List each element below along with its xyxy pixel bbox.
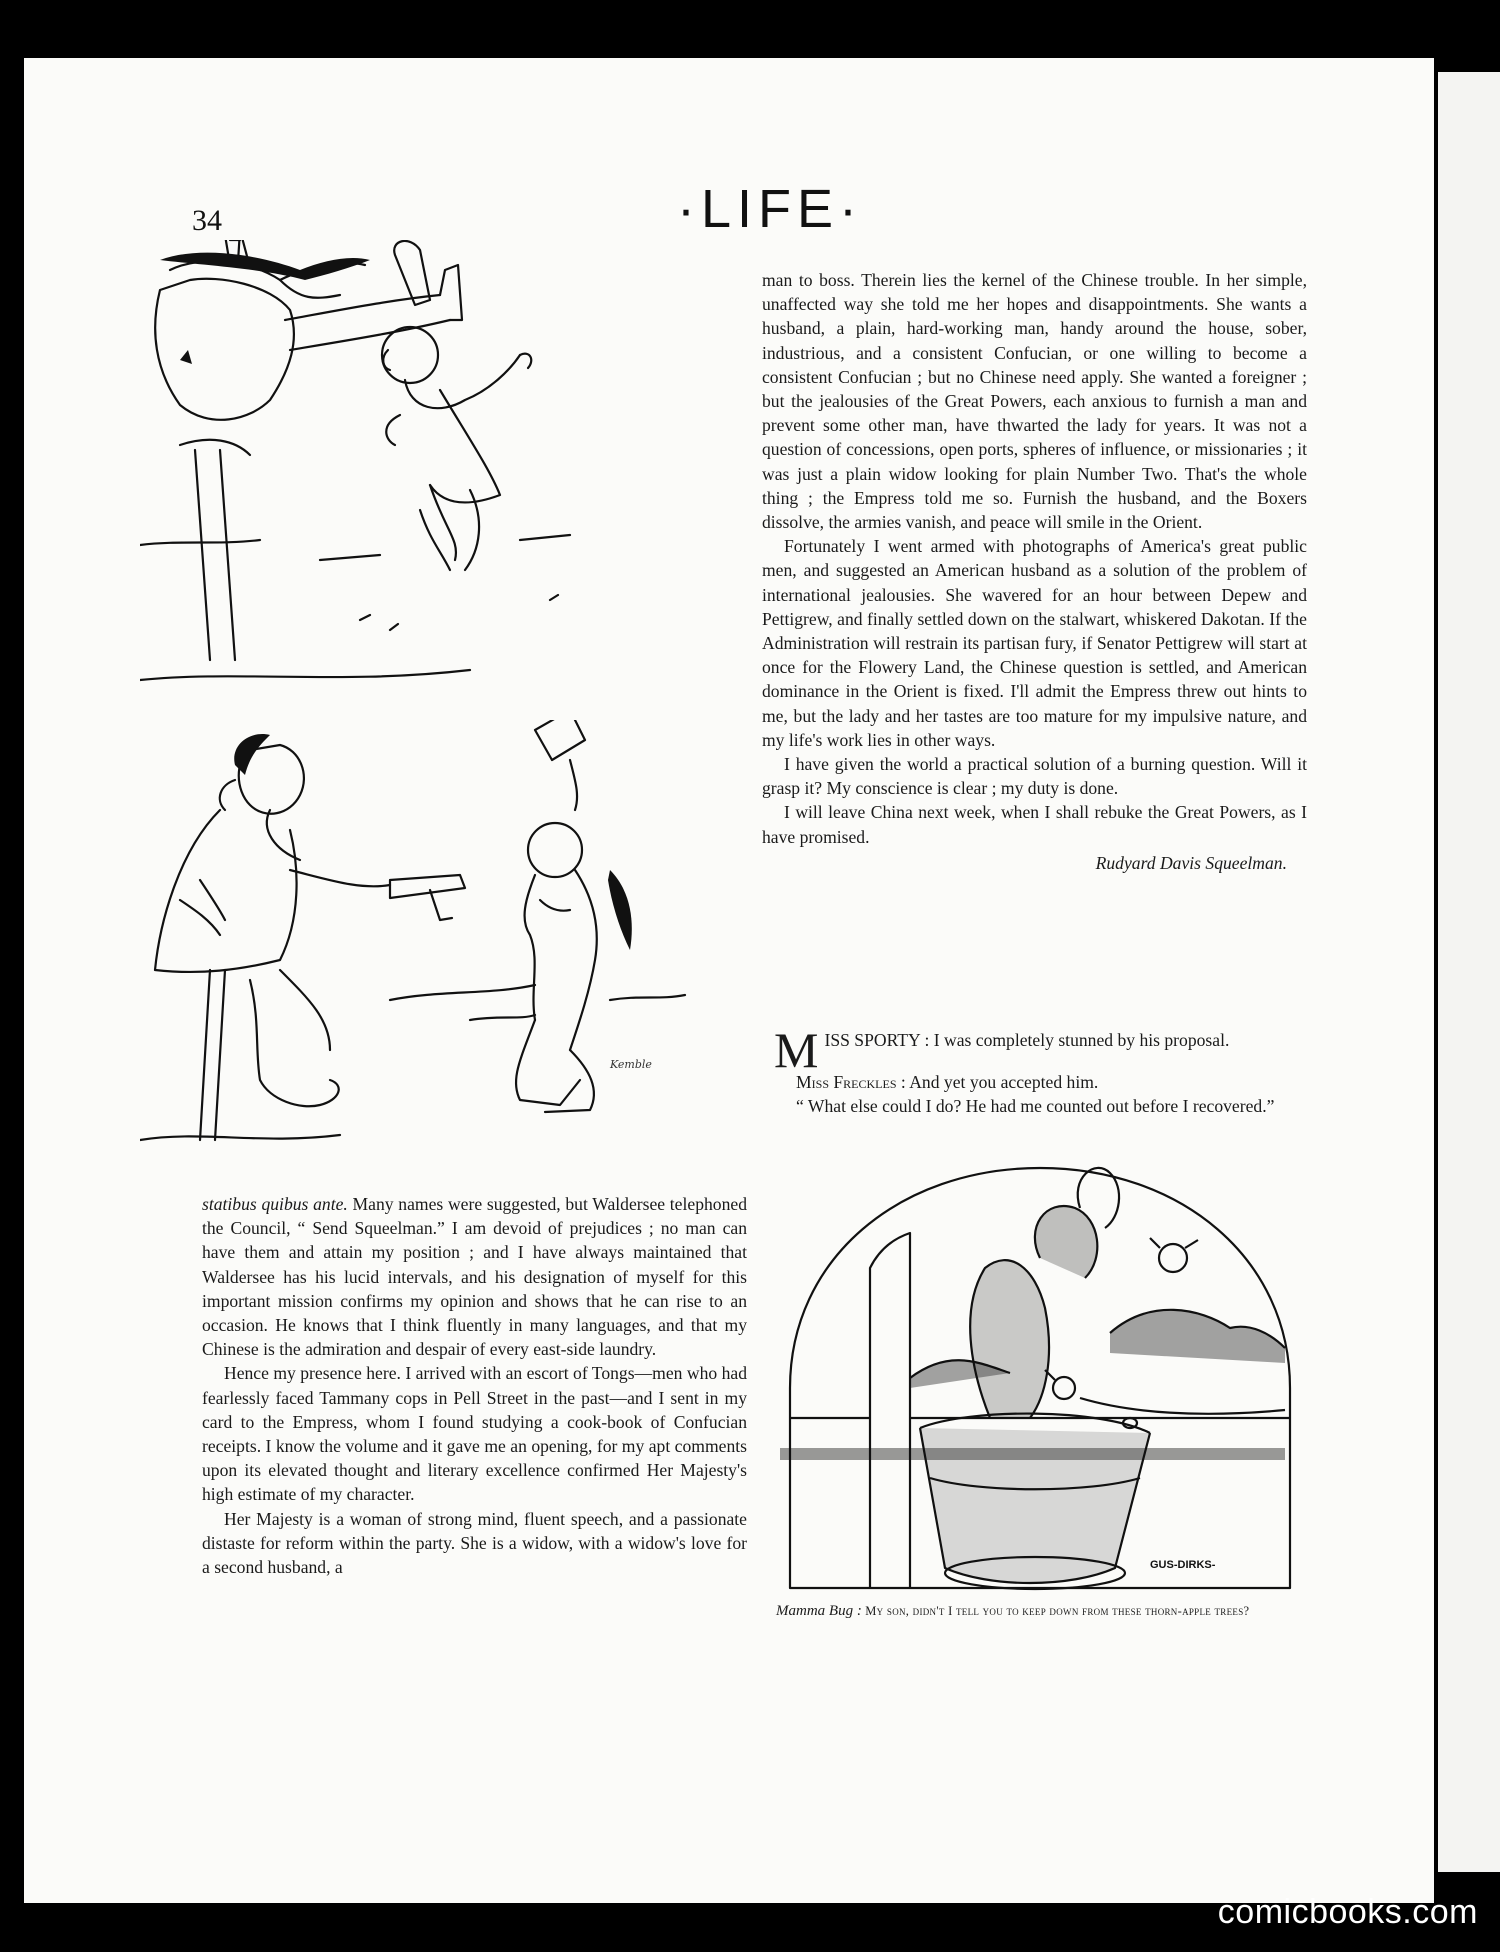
article-right-column bbox=[762, 268, 1307, 875]
drop-cap: M bbox=[774, 1022, 819, 1078]
author-signature: Rudyard Davis Squeelman. bbox=[1095, 852, 1287, 873]
kicking-illustration bbox=[140, 240, 700, 710]
dialogue-joke bbox=[774, 1022, 1307, 1118]
article-paragraph: Fortunately I went armed with photographs of America's great public men, and suggested an American husband as a solution of the problem of international jealousies. She wavered for an hour between Depew and Pettigrew, and finally settled down on the stalwart, whiskered Dakotan. If the Administration will restrain its partisan fury, if Senator Pettigrew will start at once for the Flowery Land, the Chinese question is settled, and American dominance in the Orient is fixed. I'll admit the Empress threw out hints to me, but the lady and her tastes are too mature for my impulsive nature, and my life's work lies in other ways. bbox=[762, 536, 1307, 750]
dialogue-line: : I was completely stunned by his proposal. bbox=[920, 1030, 1230, 1050]
dialogue-line: “ What else could I do? He had me counted out before I recovered.” bbox=[796, 1096, 1275, 1116]
cartoon-caption bbox=[776, 1602, 1306, 1621]
speaker-name: Miss Freckles bbox=[796, 1072, 897, 1092]
cartoon-artist-signature: GUS-DIRKS- bbox=[1150, 1559, 1216, 1571]
article-paragraph: Her Majesty is a woman of strong mind, fluent speech, and a passionate distaste for reform within the party. She is a widow, with a widow's love for a second husband, a bbox=[202, 1508, 747, 1578]
caption-speaker: Mamma Bug : bbox=[776, 1603, 862, 1619]
adjacent-page-edge bbox=[1438, 72, 1500, 1872]
article-paragraph: Many names were suggested, but Waldersee telephoned the Council, “ Send Squeelman.” I am devoid of prejudices ; no man can have them and attain my position ; and I have always maintained that Waldersee has his lucid intervals, and his designation of myself for this important mission confirms my opinion and shows that he can rise to an occasion. He knows that I think fluently in many languages, and that my Chinese is the admiration and despair of every east-side laundry. bbox=[202, 1194, 747, 1360]
article-left-column bbox=[202, 1192, 747, 1579]
speaker-name: ISS SPORTY bbox=[824, 1030, 921, 1050]
article-paragraph: I have given the world a practical solution of a burning question. Will it grasp it? My conscience is clear ; my duty is done. bbox=[762, 754, 1307, 799]
site-watermark: comicbooks.com bbox=[1217, 1893, 1478, 1931]
pistol-illustration bbox=[140, 720, 710, 1160]
article-paragraph: man to boss. Therein lies the kernel of the Chinese trouble. In her simple, unaffected way she told me her hopes and disappointments. She wants a husband, a plain, hard-working man, handy around the house, sober, industrious, and a consistent Confucian, or one willing to become a consistent Confucian ; but no Chinese need apply. She wanted a foreigner ; but the jealousies of the Great Powers, each anxious to furnish a man and prevent some other man, have thwarted the lady for years. It was not a question of concessions, open ports, spheres of influence, or missionaries ; it was just a plain widow looking for plain Number Two. That's the whole thing ; the Empress told me so. Furnish the husband, and the Boxers dissolve, the armies vanish, and peace will smile in the Orient. bbox=[762, 270, 1307, 533]
illustration-signature: Kemble bbox=[610, 1058, 652, 1071]
article-paragraph: Hence my presence here. I arrived with an escort of Tongs—men who had fearlessly faced Tammany cops in Pell Street in the past—and I sent in my card to the Empress, whom I found studying a cook-book of Confucian receipts. I know the volume and it gave me an opening, for my apt comments upon its elevated thought and literary excellence confirmed Her Majesty's high estimate of my character. bbox=[202, 1363, 747, 1505]
masthead-title: ·LIFE· bbox=[676, 179, 863, 239]
dialogue-line: : And yet you accepted him. bbox=[896, 1072, 1099, 1092]
caption-text: My son, didn't I tell you to keep down from these thorn-apple trees? bbox=[861, 1604, 1250, 1618]
article-paragraph: I will leave China next week, when I shall rebuke the Great Powers, as I have promised. bbox=[762, 802, 1307, 847]
page-number: 34 bbox=[192, 204, 222, 237]
latin-phrase: statibus quibus ante. bbox=[202, 1194, 348, 1214]
cactus-cartoon bbox=[780, 1148, 1300, 1598]
